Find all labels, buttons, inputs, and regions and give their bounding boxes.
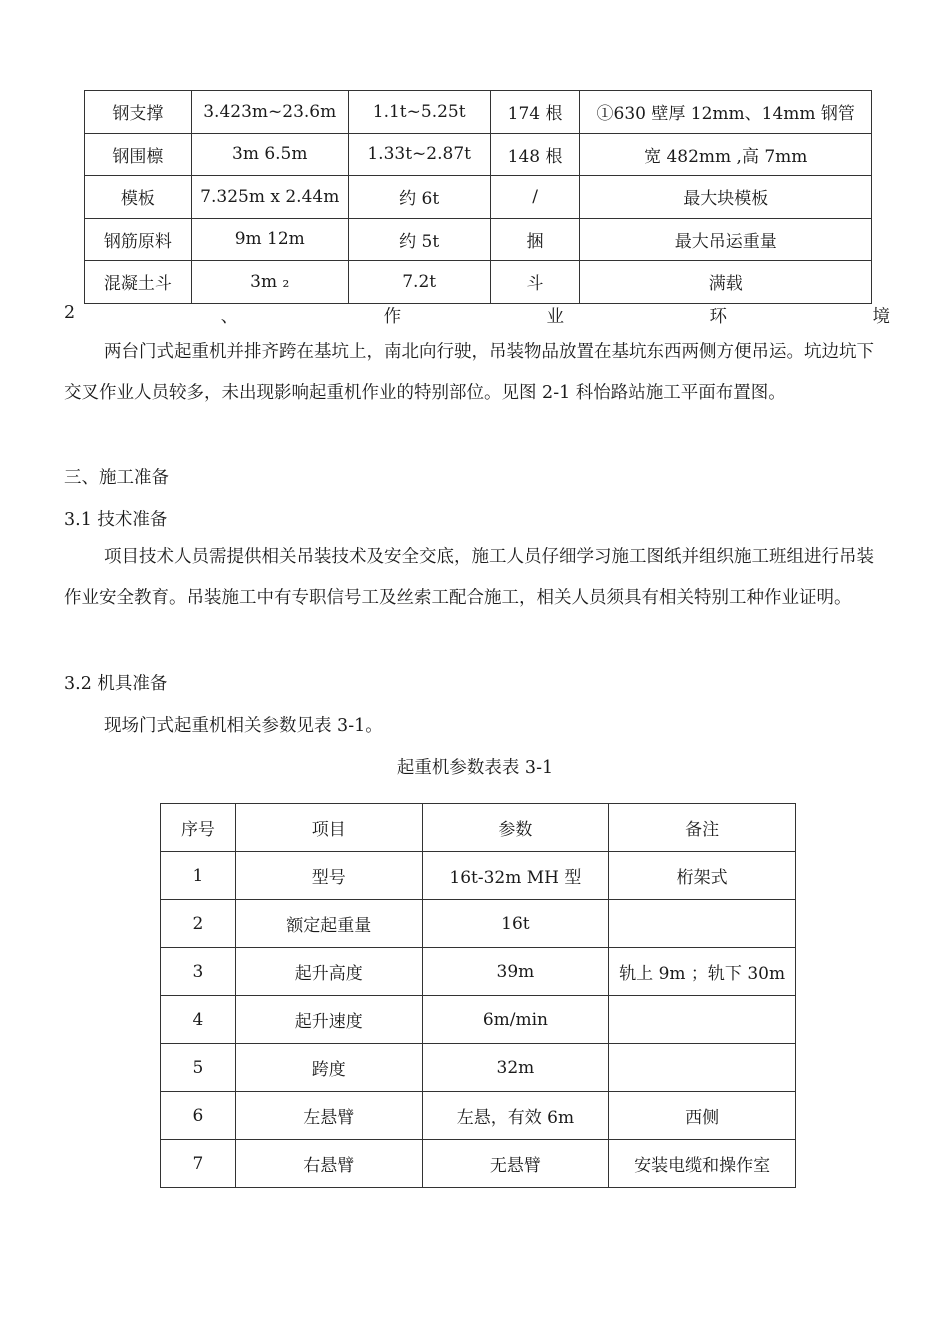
heading-char: 环 xyxy=(709,307,728,327)
table-cell: 4 xyxy=(161,996,236,1044)
heading-char: 境 xyxy=(872,307,890,327)
materials-table xyxy=(84,90,872,304)
table-row xyxy=(161,996,796,1044)
table-cell: 3.423m~23.6m xyxy=(191,91,348,134)
table-cell: 5 xyxy=(161,1044,236,1092)
table-cell: 1 xyxy=(161,852,236,900)
table-cell: 约 5t xyxy=(348,218,490,261)
table-cell: 模板 xyxy=(85,176,192,219)
table-cell: 无悬臂 xyxy=(422,1140,609,1188)
section2-paragraph: 两台门式起重机并排齐跨在基坑上，南北向行驶，吊装物品放置在基坑东西两侧方便吊运。坑边坑下交叉作业人员较多，未出现影响起重机作业的特别部位。见图 2-1 科怡路站施工平面布置图。 xyxy=(64,342,874,403)
table-cell: 32m xyxy=(422,1044,609,1092)
table-caption: 起重机参数表表 3-1 xyxy=(396,758,554,778)
table-cell: 7 xyxy=(161,1140,236,1188)
heading-char: 作 xyxy=(383,307,402,327)
crane-parameter-table xyxy=(160,803,796,1188)
table-cell: ①630 壁厚 12mm、14mm 钢管 xyxy=(580,91,872,134)
table-cell: 安装电缆和操作室 xyxy=(609,1140,796,1188)
table-cell: 6m/min xyxy=(422,996,609,1044)
table-row xyxy=(161,1092,796,1140)
table-cell: 满载 xyxy=(580,261,872,304)
table-cell: 9m 12m xyxy=(191,218,348,261)
table-cell: 3m ₂ xyxy=(191,261,348,304)
table-cell: 最大块模板 xyxy=(580,176,872,219)
table-cell: 起升高度 xyxy=(235,948,422,996)
table-cell: 3 xyxy=(161,948,236,996)
subsection-3-1-paragraph: 项目技术人员需提供相关吊装技术及安全交底，施工人员仔细学习施工图纸并组织施工班组进行吊装作业安全教育。吊装施工中有专职信号工及丝索工配合施工，相关人员须具有相关特别工种作业证明。 xyxy=(64,547,874,608)
heading-char: 业 xyxy=(546,307,565,327)
table-header-row xyxy=(161,804,796,852)
table-cell: 16t xyxy=(422,900,609,948)
table-cell: 跨度 xyxy=(235,1044,422,1092)
table-cell xyxy=(609,900,796,948)
table-header-cell: 序号 xyxy=(161,804,236,852)
table-cell: 148 根 xyxy=(490,133,580,176)
table-header-cell: 备注 xyxy=(609,804,796,852)
table-cell: 约 6t xyxy=(348,176,490,219)
table-row xyxy=(85,91,872,134)
table-cell xyxy=(609,1044,796,1092)
table-cell: 起升速度 xyxy=(235,996,422,1044)
table-row xyxy=(85,218,872,261)
table-cell: 西侧 xyxy=(609,1092,796,1140)
table-cell: 斗 xyxy=(490,261,580,304)
table-cell: 钢支撑 xyxy=(85,91,192,134)
heading-char: 2 xyxy=(64,303,76,323)
table-cell: 1.33t~2.87t xyxy=(348,133,490,176)
table-header-cell: 项目 xyxy=(235,804,422,852)
table-cell: 额定起重量 xyxy=(235,900,422,948)
table-row xyxy=(161,1044,796,1092)
table-cell: 钢围檩 xyxy=(85,133,192,176)
heading-char: 、 xyxy=(220,307,239,327)
table-cell: 桁架式 xyxy=(609,852,796,900)
table-cell: 2 xyxy=(161,900,236,948)
table-row xyxy=(85,133,872,176)
table-cell: 16t-32m MH 型 xyxy=(422,852,609,900)
table-cell: 1.1t~5.25t xyxy=(348,91,490,134)
table-cell: 左悬臂 xyxy=(235,1092,422,1140)
table-cell: 左悬，有效 6m xyxy=(422,1092,609,1140)
table-cell: / xyxy=(490,176,580,219)
table-row xyxy=(85,261,872,304)
table-cell: 39m xyxy=(422,948,609,996)
table-cell: 宽 482mm ,高 7mm xyxy=(580,133,872,176)
table-header-cell: 参数 xyxy=(422,804,609,852)
table-row xyxy=(85,176,872,219)
table-cell: 混凝土斗 xyxy=(85,261,192,304)
table-cell: 捆 xyxy=(490,218,580,261)
table-cell: 6 xyxy=(161,1092,236,1140)
section2-heading xyxy=(64,303,890,328)
table-cell: 轨上 9m ；轨下 30m xyxy=(609,948,796,996)
section3-heading: 三、施工准备 xyxy=(64,468,169,488)
table-cell: 174 根 xyxy=(490,91,580,134)
subsection-3-1-heading: 3.1 技术准备 xyxy=(64,510,168,530)
table-cell: 最大吊运重量 xyxy=(580,218,872,261)
subsection-3-2-heading: 3.2 机具准备 xyxy=(64,674,168,694)
table-row xyxy=(161,852,796,900)
table-cell: 3m 6.5m xyxy=(191,133,348,176)
table-cell: 型号 xyxy=(235,852,422,900)
table-row xyxy=(161,900,796,948)
table-row xyxy=(161,948,796,996)
table-cell: 7.2t xyxy=(348,261,490,304)
table-row xyxy=(161,1140,796,1188)
subsection-3-2-paragraph: 现场门式起重机相关参数见表 3-1。 xyxy=(104,716,383,736)
table-cell: 7.325m x 2.44m xyxy=(191,176,348,219)
table-cell: 右悬臂 xyxy=(235,1140,422,1188)
table-cell: 钢筋原料 xyxy=(85,218,192,261)
table-cell xyxy=(609,996,796,1044)
